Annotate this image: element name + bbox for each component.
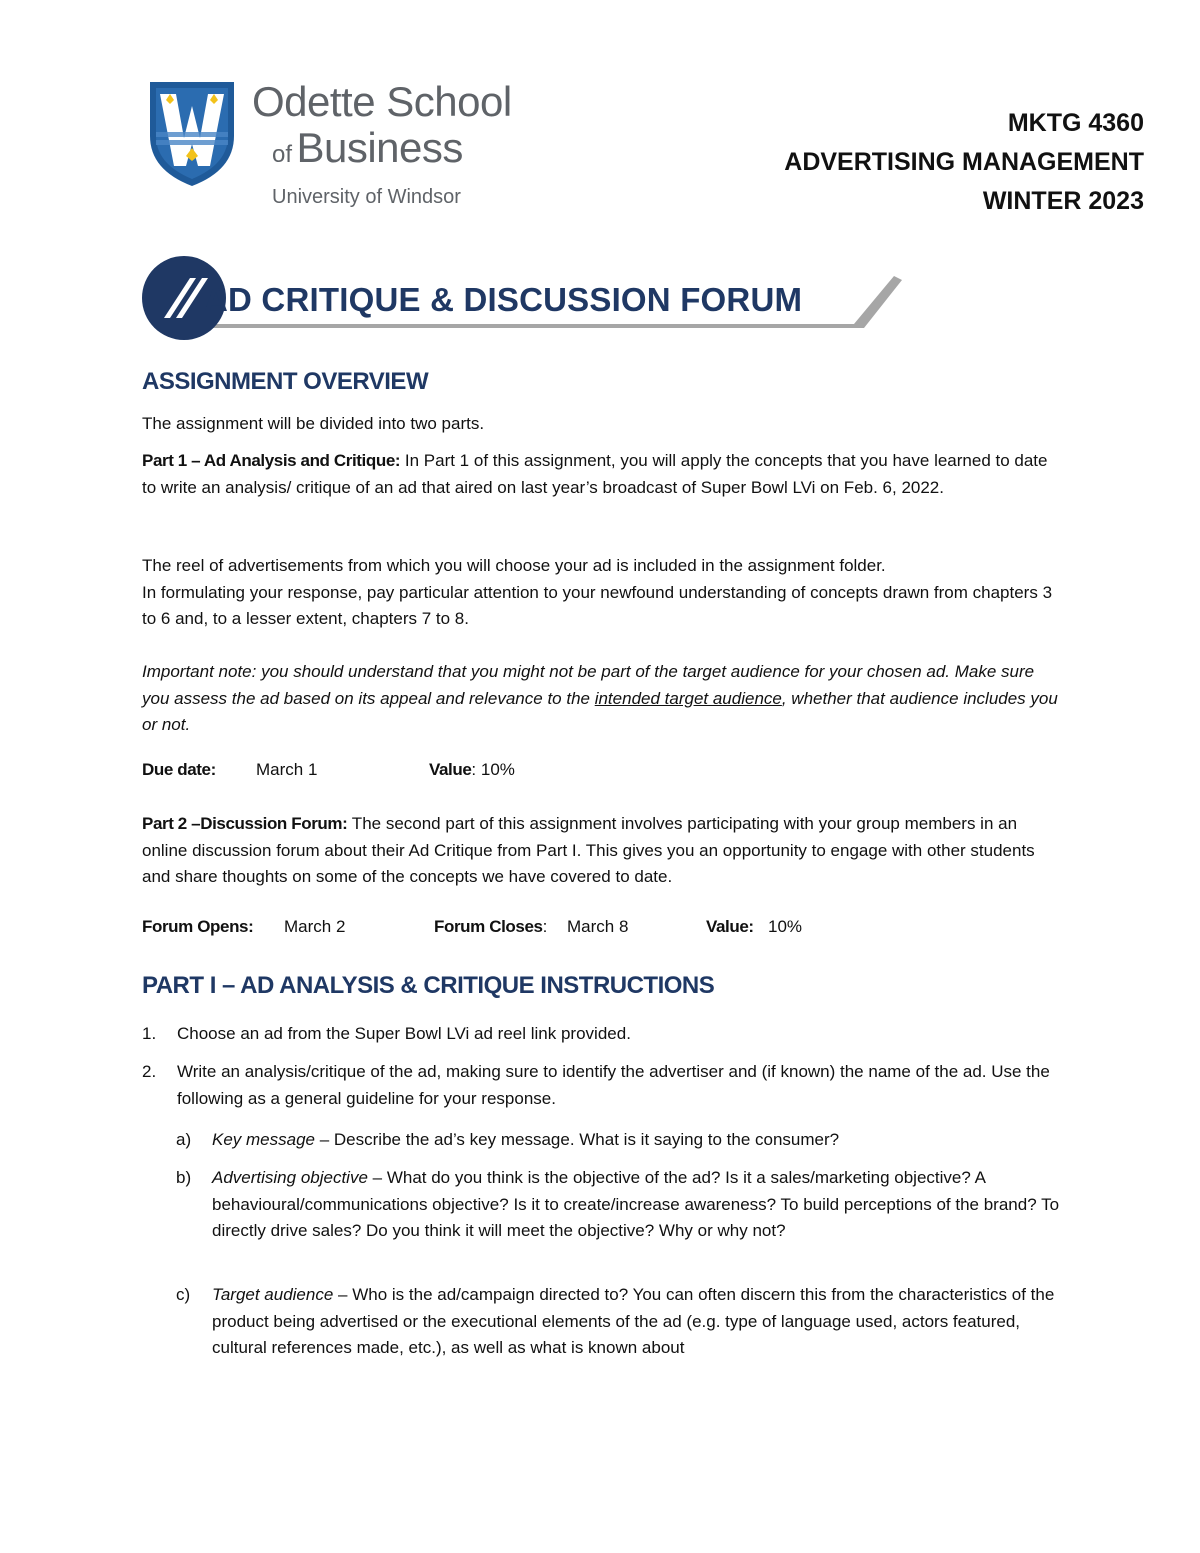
course-header: [784, 104, 1144, 221]
forum-value-label: Value:: [706, 917, 754, 936]
part2-label: Part 2 –Discussion Forum:: [142, 814, 348, 833]
reel-paragraph: [142, 553, 1062, 633]
note-underlined: intended target audience: [594, 688, 782, 708]
forum-value-amount: 10%: [768, 917, 803, 936]
sub-list-item-text: [212, 1127, 1062, 1154]
title-banner: [142, 254, 904, 344]
sub-list-item-letter: c): [176, 1285, 191, 1304]
course-code: MKTG 4360: [1007, 109, 1144, 137]
shield-icon: [146, 78, 238, 188]
logo-text-of-business: [272, 124, 463, 172]
sub-list-item-letter: a): [176, 1130, 192, 1149]
note-text-after: , whether that audience includes you or not.: [142, 688, 1058, 734]
overview-intro: The assignment will be divided into two parts.: [142, 414, 485, 433]
sub-list-item-text: [212, 1282, 1062, 1362]
sub-list-item-text: [212, 1165, 1062, 1245]
list-item-text: Choose an ad from the Super Bowl LVi ad reel link provided.: [177, 1024, 631, 1043]
part1-paragraph: [142, 448, 1062, 501]
sub-list-item-term: Key message: [212, 1130, 315, 1149]
course-name: ADVERTISING MANAGEMENT: [784, 148, 1144, 176]
important-note: [142, 659, 1062, 739]
forum-closes-value: March 8: [567, 917, 629, 936]
forum-opens-label: Forum Opens:: [142, 917, 254, 936]
part1-value: [429, 760, 515, 780]
list-item-text: Write an analysis/critique of the ad, making sure to identify the advertiser and (if known) the name of the ad. Use the following as a general guideline for your response.: [177, 1062, 1050, 1108]
part2-text: The second part of this assignment involves participating with your group members in an online discussion forum about their Ad Critique from Part I. This gives you an opportunity to engage with other students and share thoughts on some of the concepts we have covered to date.: [142, 814, 1035, 886]
list-item-number: 2.: [142, 1062, 157, 1081]
part1-text: In Part 1 of this assignment, you will apply the concepts that you have learned to date to write an analysis/ critique of an ad that aired on last year’s broadcast of Super Bowl LVi on Feb. 6, 2022.: [142, 451, 1048, 497]
school-logo: [146, 78, 526, 218]
course-term: WINTER 2023: [982, 187, 1144, 215]
part1-value-amount: 10%: [480, 760, 515, 779]
logo-text-university: University of Windsor: [272, 186, 461, 208]
page-title: AD CRITIQUE & DISCUSSION FORUM: [204, 281, 803, 318]
due-date-label: Due date:: [142, 760, 216, 779]
logo-text-odette-school: Odette School: [252, 78, 512, 125]
section-heading-overview: ASSIGNMENT OVERVIEW: [142, 368, 429, 395]
forum-opens-value: March 2: [284, 917, 346, 936]
section-heading-part1: PART I – AD ANALYSIS & CRITIQUE INSTRUCTIONS: [142, 972, 715, 999]
logo-text-business: Business: [296, 124, 463, 171]
note-text-before: Important note: you should understand that you might not be part of the target audience for your chosen ad. Make sure you assess the ad based on its appeal and relevance to the: [142, 662, 1035, 708]
forum-closes-separator: :: [542, 917, 548, 936]
sub-list-item-letter: b): [176, 1168, 192, 1187]
part2-paragraph: [142, 811, 1062, 891]
sub-list-item-description: – Describe the ad’s key message. What is it saying to the consumer?: [315, 1130, 840, 1149]
reel-line-1: The reel of advertisements from which you will choose your ad is included in the assignment folder.: [142, 556, 886, 575]
sub-list-item-term: Target audience: [212, 1285, 334, 1304]
sub-list-item-term: Advertising objective: [212, 1168, 368, 1187]
sub-list-item-description: – What do you think is the objective of the ad? Is it a sales/marketing objective? A behavioural/communications objective? Is it to create/increase awareness? To build perceptions of the brand? To directly drive sales? Do you think it will meet the objective? Why or why not?: [212, 1168, 1060, 1240]
list-item-number: 1.: [142, 1024, 157, 1043]
part1-label: Part 1 – Ad Analysis and Critique:: [142, 451, 401, 470]
forum-closes: [434, 917, 547, 937]
sub-list-item-description: – Who is the ad/campaign directed to? You can often discern this from the characteristics of the product being advertised or the executional elements of the ad (e.g. type of language used, actors featured, cultural references made, etc.), as well as what is known about: [212, 1285, 1055, 1357]
logo-text-of: of: [272, 141, 293, 168]
due-date-value: March 1: [256, 760, 318, 779]
forum-closes-label: Forum Closes: [434, 917, 543, 936]
part1-value-label: Value: [429, 760, 472, 779]
part1-value-separator: :: [471, 760, 477, 779]
reel-line-2: In formulating your response, pay particular attention to your newfound understanding of concepts drawn from chapters 3 to 6 and, to a lesser extent, chapters 7 to 8.: [142, 582, 1053, 628]
